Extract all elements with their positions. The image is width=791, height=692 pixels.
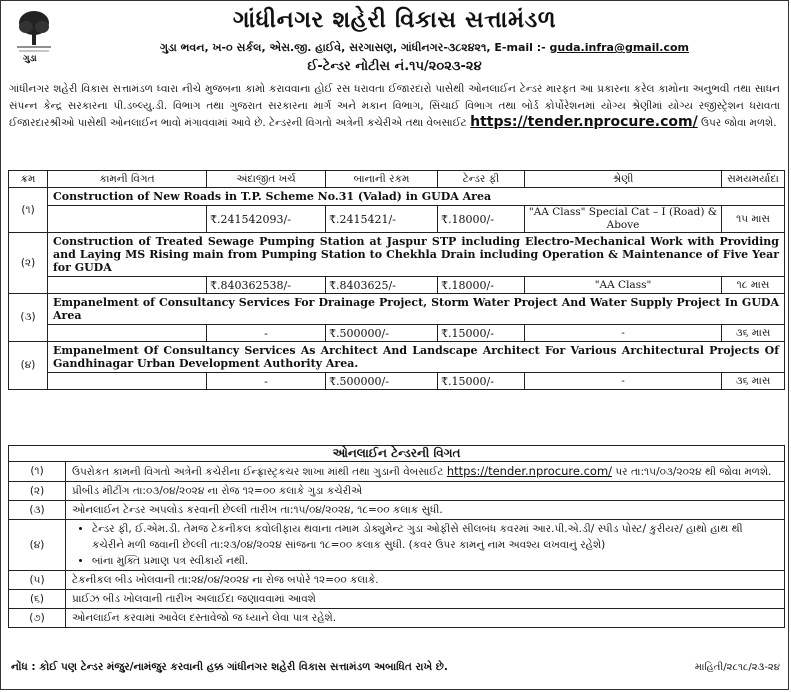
contractor-category: - bbox=[525, 325, 722, 342]
emd-amount: ₹.500000/- bbox=[326, 373, 438, 390]
works-table bbox=[8, 170, 785, 390]
office-address bbox=[81, 41, 768, 55]
tender-website-link[interactable]: https://tender.nprocure.com/ bbox=[446, 464, 613, 478]
row-sr: (૬) bbox=[9, 590, 66, 609]
table-row bbox=[9, 188, 785, 206]
footer-note: નોંધ : કોઈ પણ ટેન્ડર મંજુર/નામંજુર કરવાની હક્ક ગાંધીનગર શહેરી વિકાસ સત્તામંડળ અબાધિત રાખે છે. bbox=[11, 661, 448, 673]
emd-amount: ₹.2415421/- bbox=[326, 206, 438, 233]
work-description: Empanelment of Consultancy Services For Drainage Project, Storm Water Project And Water Supply Project In GUDA Area bbox=[48, 294, 785, 325]
estimated-cost: - bbox=[207, 325, 326, 342]
row-sr: (૪) bbox=[9, 342, 48, 390]
notice-number: ઈ-ટેન્ડર નોટીસ નં.૧૫/૨૦૨૩-૨૪ bbox=[307, 59, 482, 74]
table-row bbox=[9, 373, 785, 390]
estimated-cost: ₹.840362538/- bbox=[207, 277, 326, 294]
row-sr: (૪) bbox=[9, 520, 66, 571]
works-table-header bbox=[9, 171, 785, 188]
list-item: • બાંના મુક્તિ પ્રમાણ પત્ર સ્વીકાર્ય નથી. bbox=[92, 553, 778, 569]
table-row bbox=[9, 462, 785, 482]
tender-fee: ₹.15000/- bbox=[438, 325, 525, 342]
detail-text: પ્રાઈઝ બીડ ખોલવાની તારીખ અલાઈદા જણાવવામાં આવશે bbox=[66, 590, 785, 609]
detail-text: ટેકનીકલ બીડ ખોલવાની તા:૨૪/૦૪/૨૦૨૪ ના રોજ બપોરે ૧૨=૦૦ કલાકે. bbox=[66, 571, 785, 590]
intro-tail: ઉપર જોવા મળશે. bbox=[697, 117, 777, 129]
work-description: Construction of New Roads in T.P. Scheme No.31 (Valad) in GUDA Area bbox=[48, 188, 785, 206]
email-link[interactable]: guda.infra@gmail.com bbox=[549, 41, 689, 54]
table-row bbox=[9, 206, 785, 233]
table-row bbox=[9, 294, 785, 325]
emd-amount: ₹.500000/- bbox=[326, 325, 438, 342]
emd-amount: ₹.8403625/- bbox=[326, 277, 438, 294]
intro-text: ગાંધીનગર શહેરી વિકાસ સત્તામંડળ ધ્વારા નીચે મુજબના કામો કરાવવાના હોઈ રસ ધરાવતા ઈજારદારો પાસેથી ઓનલાઈન ટેન્ડર મારફત આ પ્રકારના કરેલ કામોના અનુભવી તથા સાધન સંપન્ન કેન્દ્ર સરકારના પી.ડબ્લ્યુ.ડી. વિભાગ તથા ગુજરાત સરકારના માર્ગ અને મકાન વિભાગ, સિંચાઈ વિભાગ તથા બોર્ડ કોર્પોરેશનમાં યોગ્ય શ્રેણીમાં યોગ્ય રજીસ્ટ્રેશન ધરાવતા ઈજારદારશ્રીઓ પાસેથી ઓનલાઈન ભાવો મંગાવવામાં આવે છે. ટેન્ડરની વિગતો અત્રેની કચેરીએ તથા વેબસાઈટ bbox=[9, 83, 780, 129]
tender-website-link[interactable]: https://tender.nprocure.com/ bbox=[470, 114, 698, 130]
detail-text: ઓનલાઈન ટેન્ડર અપલોડ કરવાની છેલ્લી તારીખ તા:૧૫/૦૪/૨૦૨૪, ૧૮=૦૦ કલાક સુધી. bbox=[66, 501, 785, 520]
contractor-category: - bbox=[525, 373, 722, 390]
intro-paragraph bbox=[9, 81, 780, 132]
col-duration: સમયમર્યાદા bbox=[722, 171, 785, 188]
table-row bbox=[9, 325, 785, 342]
estimated-cost: - bbox=[207, 373, 326, 390]
list-item: • ટેન્ડર ફી, ઈ.એમ.ડી. તેમજ ટેકનીકલ કવોલીફાય થવાના તમામ ડોક્યુમેન્ટ ગુડા ઓફીસે સીલબંધ કવરમાં આર.પી.એ.ડી/ સ્પીડ પોસ્ટ/ કુરીયર/ હાથો હાથ થી કચેરીને મળી જવાની છેલ્લી તા:૨૩/૦૪/૨૦૨૪ સાંજના ૧૮=૦૦ કલાક સુધી. (કવર ઉપર કામનું નામ અવશ્ય લખવાનું રહેશે) bbox=[92, 521, 778, 553]
detail-text: ઓનલાઈન કરવામાં આવેલ દસ્તાવેજો જ ધ્યાને લેવા પાત્ર રહેશે. bbox=[66, 609, 785, 628]
work-description: Empanelment Of Consultancy Services As Architect And Landscape Architect For Various Architectural Projects Of Gandhinagar Urban Development Authority Area. bbox=[48, 342, 785, 373]
time-limit: ૧૫ માસ bbox=[722, 206, 785, 233]
contractor-category: "AA Class" Special Cat – I (Road) & Above bbox=[525, 206, 722, 233]
time-limit: ૩૬ માસ bbox=[722, 325, 785, 342]
row-sr: (૫) bbox=[9, 571, 66, 590]
table-row bbox=[9, 342, 785, 373]
col-emd: બાનાની રકમ bbox=[326, 171, 438, 188]
time-limit: ૧૮ માસ bbox=[722, 277, 785, 294]
col-work-detail: કામની વિગત bbox=[48, 171, 207, 188]
reference-number: માહિતી/૨૮૧૮/૨૩-૨૪ bbox=[694, 662, 780, 673]
row-sr: (૨) bbox=[9, 482, 66, 501]
col-sr: ક્રમ bbox=[9, 171, 48, 188]
row-sr: (૧) bbox=[9, 462, 66, 482]
row-sr: (૧) bbox=[9, 188, 48, 233]
row-sr: (૭) bbox=[9, 609, 66, 628]
tender-fee: ₹.15000/- bbox=[438, 373, 525, 390]
tender-fee: ₹.18000/- bbox=[438, 277, 525, 294]
online-tender-details-table bbox=[8, 445, 785, 628]
work-description: Construction of Treated Sewage Pumping Station at Jaspur STP including Electro-Mechanical Work with Providing and Laying MS Rising main from Pumping Station to Chekhla Drain including Operation & Maintenance of Five Year for GUDA bbox=[48, 233, 785, 277]
table-row bbox=[9, 609, 785, 628]
table-row bbox=[9, 501, 785, 520]
table-row bbox=[9, 482, 785, 501]
col-estimated-cost: અંદાજીત ખર્ચ bbox=[207, 171, 326, 188]
estimated-cost: ₹.241542093/- bbox=[207, 206, 326, 233]
table-row bbox=[9, 277, 785, 294]
row-sr: (૩) bbox=[9, 294, 48, 342]
table-row bbox=[9, 590, 785, 609]
table-row bbox=[9, 571, 785, 590]
contractor-category: "AA Class" bbox=[525, 277, 722, 294]
table-row bbox=[9, 233, 785, 277]
address-text: ગુડા ભવન, ખ-૦ સર્કલ, એસ.જી. હાઈવે, સરગાસણ, ગાંધીનગર-૩૮૨૪૨૧, E-mail :- bbox=[160, 41, 550, 54]
logo-caption: ગુડા bbox=[23, 54, 37, 64]
detail-text: ઉપરોકત કામની વિગતો અત્રેની કચેરીના ઈન્ફ્રાસ્ટ્રકચર શાખા માંથી તથા ગુડાની વેબસાઈટ https://tender.nprocure.com/ પર તા:૧૫/૦૩/૨૦૨૪ થી જોવા મળશે. bbox=[66, 462, 785, 482]
page-title: ગાંધીનગર શહેરી વિકાસ સત્તામંડળ bbox=[232, 7, 557, 33]
row-sr: (૩) bbox=[9, 501, 66, 520]
time-limit: ૩૬ માસ bbox=[722, 373, 785, 390]
detail-bullets bbox=[66, 520, 785, 571]
section-title: ઓનલાઈન ટેન્ડરની વિગત bbox=[9, 446, 785, 462]
table-row bbox=[9, 520, 785, 571]
col-tender-fee: ટેન્ડર ફી bbox=[438, 171, 525, 188]
row-sr: (૨) bbox=[9, 233, 48, 294]
detail-text: પ્રીબીડ મીટીંગ તા:૦૩/૦૪/૨૦૨૪ ના રોજ ૧૨=૦૦ કલાકે ગુડા કચેરીએ bbox=[66, 482, 785, 501]
col-category: શ્રેણી bbox=[525, 171, 722, 188]
tender-fee: ₹.18000/- bbox=[438, 206, 525, 233]
